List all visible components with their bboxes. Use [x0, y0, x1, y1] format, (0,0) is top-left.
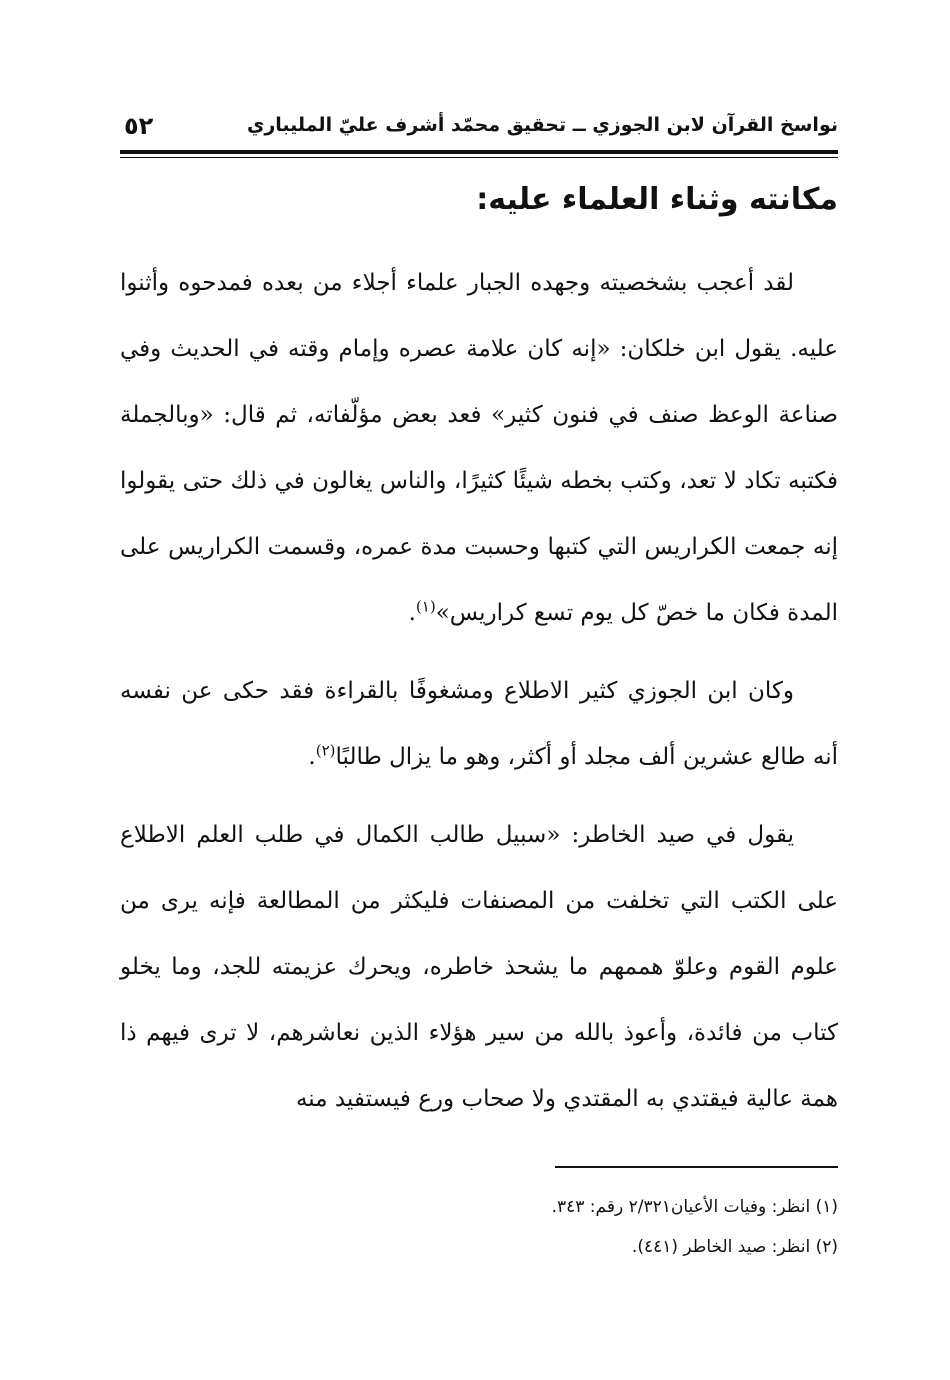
paragraph-end: . [308, 744, 316, 770]
paragraph-1 [120, 250, 838, 646]
footnote-1: (١) انظر: وفيات الأعيان٢/٣٢١ رقم: ٣٤٣. [551, 1197, 838, 1217]
paragraph-2 [120, 658, 838, 790]
paragraph-end: . [408, 600, 416, 626]
header-rule-thin [120, 157, 838, 158]
header-title: نواسخ القرآن لابن الجوزي ــ تحقيق محمّد أشرف عليّ المليباري [246, 114, 838, 136]
footnote-reference: (١) [415, 597, 436, 616]
header-rule [120, 150, 838, 154]
page-number: ٥٢ [124, 112, 154, 140]
section-heading: مكانته وثناء العلماء عليه: [476, 182, 838, 217]
footnote-separator [555, 1166, 838, 1168]
footnote-2: (٢) انظر: صيد الخاطر (٤٤١). [631, 1237, 838, 1257]
paragraph-text: وكان ابن الجوزي كثير الاطلاع ومشغوفًا بالقراءة فقد حكى عن نفسه أنه طالع عشرين ألف مجلد أو أكثر، وهو ما يزال طالبًا [120, 678, 838, 770]
paragraph-text: لقد أعجب بشخصيته وجهده الجبار علماء أجلاء من بعده فمدحوه وأثنوا عليه. يقول ابن خلكان: «إنه كان علامة عصره وإمام وقته في الحديث وفي صناعة الوعظ صنف في فنون كثير» فعد بعض مؤلّفاته، ثم قال: «وبالجملة فكتبه تكاد لا تعد، وكتب بخطه شيئًا كثيرًا، والناس يغالون في ذلك حتى يقولوا إنه جمعت الكراريس التي كتبها وحسبت مدة عمره، وقسمت الكراريس على المدة فكان ما خصّ كل يوم تسع كراريس» [120, 270, 838, 626]
footnote-reference: (٢) [315, 741, 336, 760]
paragraph-3 [120, 802, 838, 1132]
body-text [120, 250, 838, 1144]
paragraph-text: يقول في صيد الخاطر: «سبيل طالب الكمال في طلب العلم الاطلاع على الكتب التي تخلفت من المصنفات فليكثر من المطالعة فإنه يرى من علوم القوم وعلوّ هممهم ما يشحذ خاطره، ويحرك عزيمته للجد، وما يخلو كتاب من فائدة، وأعوذ بالله من سير هؤلاء الذين نعاشرهم، لا ترى فيهم ذا همة عالية فيقتدي به المقتدي ولا صحاب ورع فيستفيد منه [120, 822, 838, 1112]
footnotes [120, 1187, 838, 1267]
running-header [120, 112, 838, 148]
